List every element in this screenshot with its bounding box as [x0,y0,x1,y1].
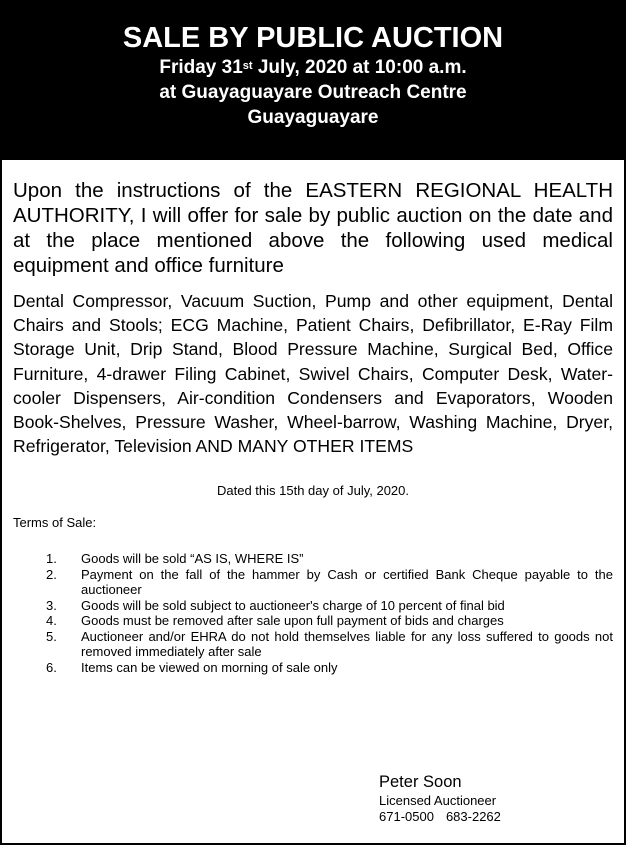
term-item [13,598,613,614]
term-item [13,660,613,676]
signature-block [365,772,501,825]
terms-list [13,551,613,675]
sale-date-rest: July, 2020 at 10:00 a.m. [252,57,467,78]
term-text: Goods must be removed after sale upon full payment of bids and charges [81,613,504,629]
sale-date-day: Friday 31 [159,57,243,78]
term-text: Items can be viewed on morning of sale only [81,659,338,675]
term-item [13,567,613,598]
term-number: 5. [46,628,57,644]
header-banner [2,2,624,160]
term-text: Goods will be sold subject to auctioneer's charge of 10 percent of final bid [81,597,505,613]
sale-venue: at Guayaguayare Outreach Centre [159,82,467,103]
sale-date [2,55,624,80]
term-item [13,629,613,660]
term-text: Goods will be sold “AS IS, WHERE IS” [81,551,304,567]
auctioneer-title: Licensed Auctioneer [379,793,497,808]
notice-body [2,178,624,675]
term-item [13,613,613,629]
dated-line: Dated this 15th day of July, 2020. [217,483,409,499]
phone-number: 671-0500 [379,809,434,824]
term-text: Payment on the fall of the hammer by Cash or certified Bank Cheque payable to the auctioneer [81,566,613,598]
auctioneer-phones [365,809,501,825]
term-number: 2. [46,566,57,582]
term-number: 6. [46,659,57,675]
term-number: 3. [46,597,57,613]
term-number: 4. [46,613,57,629]
terms-heading: Terms of Sale: [13,515,97,531]
term-text: Auctioneer and/or EHRA do not hold themselves liable for any loss suffered to goods not removed immediately after sale [81,628,613,660]
items-paragraph: Dental Compressor, Vacuum Suction, Pump and other equipment, Dental Chairs and Stools; ECG Machine, Patient Chairs, Defibrillator, E-Ray Film Storage Unit, Drip Stand, Blood Pressure Machine, Surgical Bed, Office Furniture, 4-drawer Filing Cabinet, Swivel Chairs, Computer Desk, Water-cooler Dispensers, Air-condition Condensers and Evaporators, Wooden Book-Shelves, Pressure Washer, Wheel-barrow, Washing Machine, Dryer, Refrigerator, Television AND MANY OTHER ITEMS [13,291,613,457]
sale-location: Guayaguayare [247,107,379,128]
term-item [13,551,613,567]
intro-paragraph: Upon the instructions of the EASTERN REGIONAL HEALTH AUTHORITY, I will offer for sale by public auction on the date and at the place mentioned above the following used medical equipment and office furniture [13,179,613,277]
phone-number: 683-2262 [445,809,501,824]
notice-title: SALE BY PUBLIC AUCTION [122,22,504,54]
sale-date-ordinal: st [242,60,253,72]
term-number: 1. [46,551,57,567]
auctioneer-name: Peter Soon [379,773,462,791]
